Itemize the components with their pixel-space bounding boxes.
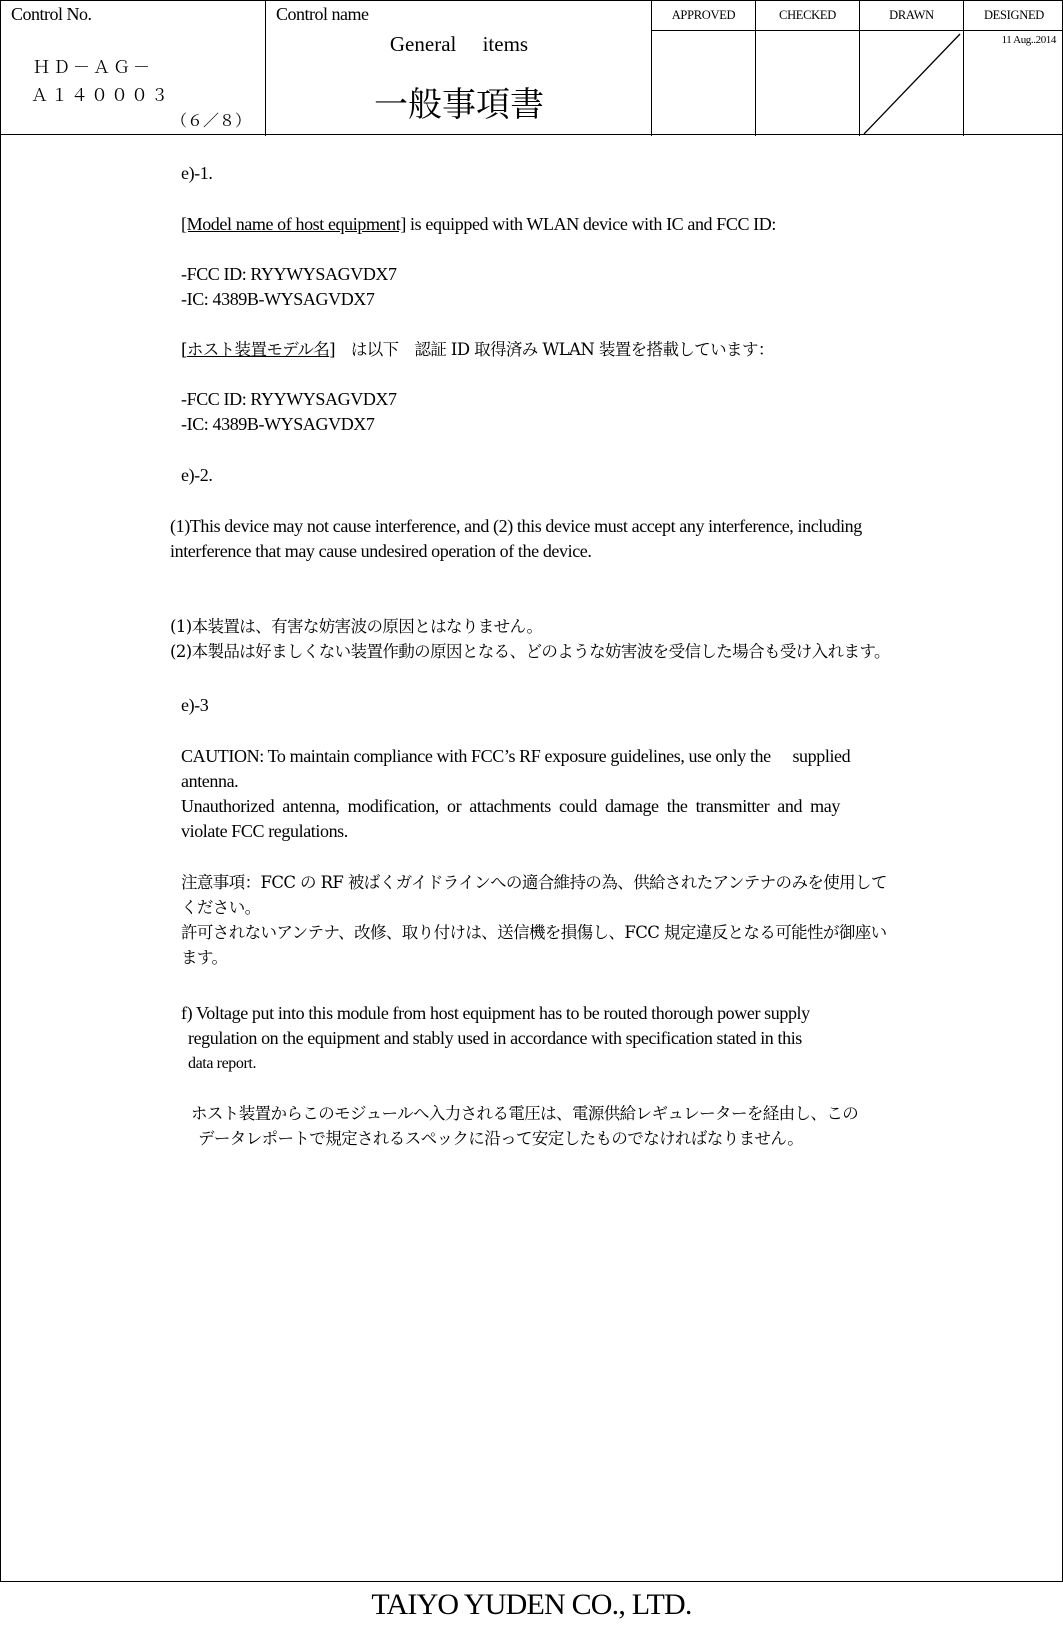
designed-date: 11 Aug..2014 (1001, 34, 1056, 46)
page-indicator: （６／８） (171, 111, 252, 130)
document-header (0, 0, 1063, 135)
e3-japanese-line2: ください。 (181, 898, 261, 917)
drawn-label: DRAWN (860, 1, 963, 31)
checked-cell (756, 1, 860, 136)
e2-statement-line2: interference that may cause undesired operation of the device. (170, 541, 592, 561)
f-voltage-line2: regulation on the equipment and stably used in accordance with specification stated in this (188, 1028, 802, 1048)
e2-japanese-line2: (2)本製品は好ましくない装置作動の原因となる、どのような妨害波を受信した場合も受け入れます。 (170, 642, 890, 661)
model-name-placeholder: [Model name of host equipment] (181, 214, 406, 234)
e3-caution-line3: Unauthorized antenna, modification, or attachments could damage the transmitter and may (181, 796, 840, 816)
e3-japanese-line4: ます。 (181, 948, 228, 967)
control-no-value-line1: ＨＤ－ＡＧ－ (33, 58, 153, 78)
e1-jp-rest: ] は以下 認証 ID 取得済み WLAN 装置を搭載しています： (329, 340, 774, 359)
control-name-label: Control name (276, 4, 369, 24)
e3-caution-line2: antenna. (181, 771, 239, 791)
approved-cell (652, 1, 756, 136)
e3-caution-line4: violate FCC regulations. (181, 821, 348, 841)
designed-label: DESIGNED (964, 1, 1063, 31)
f-japanese-line2: データレポートで規定されるスペックに沿って安定したものでなければなりません。 (198, 1129, 804, 1148)
section-e1-heading: e)-1. (181, 163, 213, 183)
drawn-diagonal-line (860, 31, 964, 136)
drawn-cell (860, 1, 964, 136)
checked-label: CHECKED (756, 1, 859, 31)
control-name-cell (266, 1, 652, 136)
e1-japanese-statement (181, 337, 774, 362)
section-e3-heading: e)-3 (181, 695, 209, 715)
control-no-label: Control No. (11, 4, 92, 24)
f-voltage-line1: f) Voltage put into this module from host equipment has to be routed thorough power supply (181, 1003, 810, 1023)
e1-jp-model-placeholder: ホスト装置モデル名 (186, 340, 330, 359)
e1-fcc-id-2: -FCC ID: RYYWYSAGVDX7 (181, 389, 397, 409)
e1-model-statement-rest: is equipped with WLAN device with IC and FCC ID: (405, 214, 776, 234)
e1-jp-open-bracket: [ (181, 340, 187, 359)
control-no-value-line2: Ａ１４０００３ (31, 86, 171, 106)
section-e2-heading: e)-2. (181, 465, 213, 485)
e2-statement-line1: (1)This device may not cause interference, and (2) this device must accept any interference, including (170, 516, 862, 536)
designed-cell (964, 1, 1063, 136)
approved-label: APPROVED (652, 1, 755, 31)
e3-caution-line1: CAUTION: To maintain compliance with FCC’s RF exposure guidelines, use only the supplied (181, 746, 851, 766)
e1-ic-id: -IC: 4389B-WYSAGVDX7 (181, 289, 375, 309)
control-no-cell (1, 1, 266, 136)
title-japanese: 一般事項書 (374, 85, 544, 125)
e3-japanese-line3: 許可されないアンテナ、改修、取り付けは、送信機を損傷し、FCC 規定違反となる可能性が御座い (181, 923, 887, 942)
e1-ic-id-2: -IC: 4389B-WYSAGVDX7 (181, 414, 375, 434)
company-name-footer: TAIYO YUDEN CO., LTD. (371, 1588, 692, 1621)
e1-model-statement (181, 212, 776, 237)
f-japanese-line1: ホスト装置からこのモジュールへ入力される電圧は、電源供給レギュレーターを経由し、この (191, 1104, 859, 1123)
e1-fcc-id: -FCC ID: RYYWYSAGVDX7 (181, 264, 397, 284)
title-english: General items (389, 32, 529, 56)
f-voltage-line3: data report. (188, 1055, 257, 1072)
e3-japanese-line1: 注意事項：FCC の RF 被ばくガイドラインへの適合維持の為、供給されたアンテナのみを使用して (181, 873, 887, 892)
e2-japanese-line1: (1)本装置は、有害な妨害波の原因とはなりません。 (170, 617, 543, 636)
